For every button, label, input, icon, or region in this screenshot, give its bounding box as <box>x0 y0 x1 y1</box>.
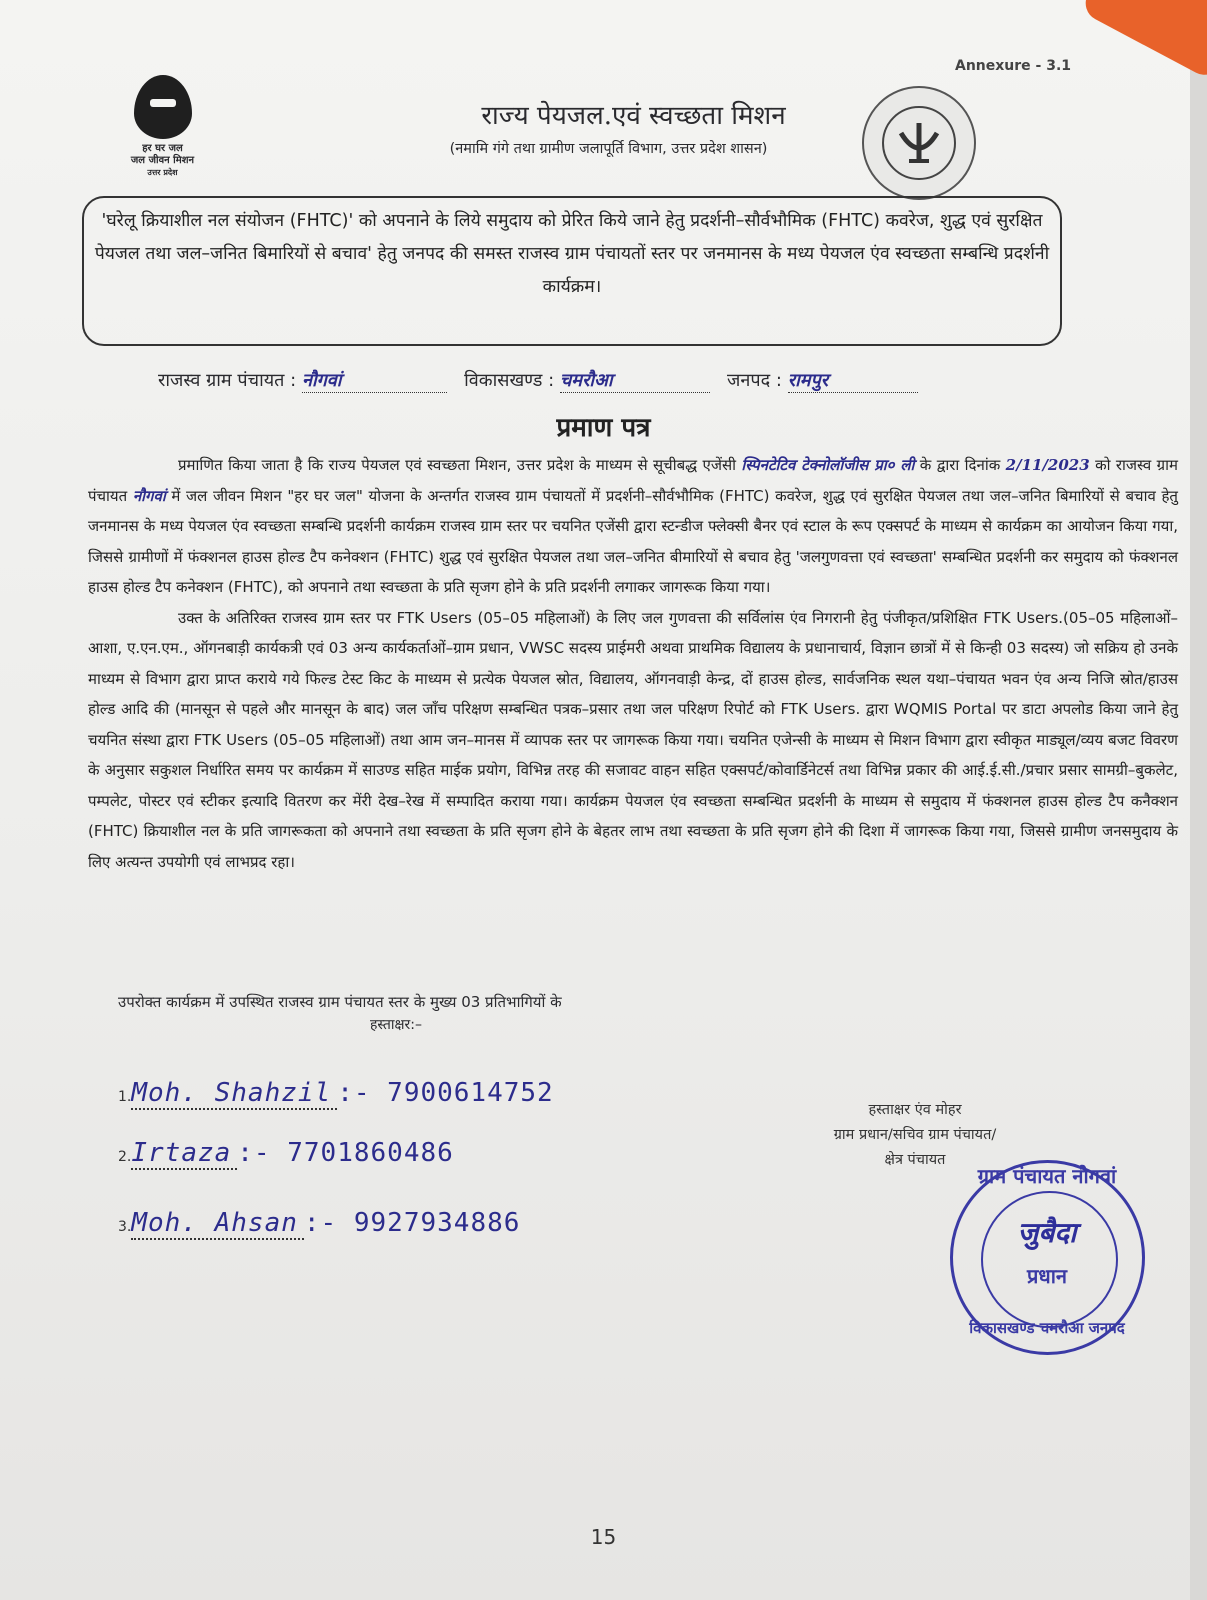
participant-phone: :- 9927934886 <box>303 1208 521 1238</box>
block-label: विकासखण्ड : <box>464 370 555 391</box>
participant-number: 3. <box>118 1219 132 1235</box>
state-emblem-icon <box>862 86 976 200</box>
authority-line-2: ग्राम प्रधान/सचिव ग्राम पंचायत/ <box>833 1127 997 1143</box>
logo-line-1: हर घर जल <box>142 143 183 154</box>
stamp-top-text: ग्राम पंचायत नौगवां <box>977 1164 1117 1188</box>
signature-label: हस्ताक्षर:– <box>370 1017 422 1033</box>
participant-number: 1. <box>118 1089 132 1105</box>
participant-name: Moh. Ahsan <box>131 1208 304 1240</box>
panchayat-value: नौगवां <box>301 370 342 391</box>
authority-line-1: हस्ताक्षर एंव मोहर <box>868 1102 962 1118</box>
body-p1-a: प्रमाणित किया जाता है कि राज्य पेयजल एवं स्वच्छता मिशन, उत्तर प्रदेश के माध्यम से सूचीबद्ध एजेंसी <box>178 456 737 474</box>
department-subtitle: (नमामि गंगे तथा ग्रामीण जलापूर्ति विभाग, उत्तर प्रदेश शासन) <box>449 141 768 157</box>
programme-description: 'घरेलू क्रियाशील नल संयोजन (FHTC)' को अपनाने के लिये समुदाय को प्रेरित किये जाने हेतु प्रदर्शनी–सौर्वभौमिक (FHTC) कवरेज, शुद्ध एवं सुरक्षित पेयजल तथा जल–जनित बिमारियों से बचाव' हेतु जनपद की समस्त राजस्व ग्राम पंचायतों स्तर पर जनमानस के मध्य पेयजल एंव स्वच्छता सम्बन्धि प्रदर्शनी कार्यक्रम। <box>94 211 1050 297</box>
participant-name: Irtaza <box>131 1138 237 1170</box>
participant-number: 2. <box>118 1149 132 1165</box>
stamp-role: प्रधान <box>1027 1264 1067 1288</box>
panchayat-label: राजस्व ग्राम पंचायत : <box>158 370 297 391</box>
mission-title: राज्य पेयजल.एवं स्वच्छता मिशन <box>481 101 786 131</box>
page-number: 15 <box>590 1525 617 1549</box>
certificate-body <box>88 450 1178 877</box>
participants-heading: उपरोक्त कार्यक्रम में उपस्थित राजस्व ग्राम पंचायत स्तर के मुख्य 03 प्रतिभागियों के <box>118 993 562 1011</box>
participant-phone: :- 7900614752 <box>337 1078 554 1108</box>
district-value: रामपुर <box>787 370 829 391</box>
logo-line-3: उत्तर प्रदेश <box>147 168 178 177</box>
participant-phone: :- 7701860486 <box>237 1138 454 1168</box>
participant-row <box>118 1138 454 1168</box>
agency-name: स्पिनटेटिव टेक्नोलॉजीस प्रा० ली <box>741 456 915 474</box>
participant-name: Moh. Shahzil <box>131 1078 337 1110</box>
logo-line-2: जल जीवन मिशन <box>130 155 195 166</box>
location-line <box>158 368 918 393</box>
authority-line-3: क्षेत्र पंचायत <box>884 1152 946 1168</box>
stamp-signature: जुबैदा <box>1017 1216 1077 1249</box>
block-value: चमरौआ <box>559 370 613 391</box>
body-p1-c: को राजस्व ग्राम पंचायत <box>88 456 1178 505</box>
body-p1-b: के द्वारा दिनांक <box>919 456 1001 474</box>
stamp-bottom-text: विकासखण्ड चमरौआ जनपद <box>969 1319 1125 1337</box>
event-date: 2/11/2023 <box>1005 456 1090 474</box>
body-village: नौगवां <box>132 486 166 505</box>
district-label: जनपद : <box>727 370 782 391</box>
certificate-title: प्रमाण पत्र <box>556 413 651 443</box>
participant-row <box>118 1208 520 1238</box>
participant-row <box>118 1078 554 1108</box>
annexure-label: Annexure - 3.1 <box>955 58 1072 74</box>
body-p2: उक्त के अतिरिक्त राजस्व ग्राम स्तर पर FTK Users (05–05 महिलाओं) के लिए जल गुणवत्ता की सर्विलांस एंव निगरानी हेतु पंजीकृत/प्रशिक्षित FTK Users.(05–05 महिलाओं–आशा, ए.एन.एम., ऑगनबाड़ी कार्यकत्री एवं 03 अन्य कार्यकर्ताओं–ग्राम प्रधान, VWSC सदस्य प्राईमरी अथवा प्राथमिक विद्यालय के प्रधानाचार्य, विज्ञान छात्रों में से किन्ही 03 सदस्य) जो सक्रिय हो उनके माध्यम से विभाग द्वारा प्राप्त कराये गये फिल्ड टेस्ट किट के माध्यम से प्रत्येक पेयजल स्रोत, विद्यालय, ऑगनवाड़ी केन्द्र, दों हाउस होल्ड, सार्वजनिक स्थल यथा–पंचायत भवन एंव अन्य निजि स्रोत/हाउस होल्ड आदि की (मानसून से पहले और मानसून के बाद) जल जाँच परिक्षण सम्बन्धित पत्रक–प्रसार तथा जल परिक्षण रिपोर्ट को FTK Users. द्वारा WQMIS Portal पर डाटा अपलोड किया जाने हेतु चयनित संस्था द्वारा FTK Users (05–05 महिलाओं) तथा आम जन–मानस में व्यापक स्तर पर जागरूक किया गया। चयनित एजेन्सी के माध्यम से मिशन विभाग द्वारा स्वीकृत माड्यूल/व्यय बजट विवरण के अनुसार सकुशल निर्धारित समय पर कार्यक्रम में साउण्ड सहित माईक प्रयोग, विभिन्न तरह की सजावट वाहन सहित एक्सपर्ट/कोवार्डिनेटर्स तथा विभिन्न प्रकार की आई.ई.सी./प्रचार प्रसार सामग्री–बुकलेट, पम्पलेट, पोस्टर एवं स्टीकर इत्यादि वितरण कर मेंरी देख–रेख में सम्पादित कराया गया। कार्यक्रम पेयजल एंव स्वच्छता सम्बन्धित प्रदर्शनी के माध्यम से समुदाय में फंक्शनल हाउस होल्ड टैप कनैक्शन (FHTC) क्रियाशील नल के प्रति जागरूकता को अपनाने तथा स्वच्छता के प्रति सृजग होने के बेहतर लाभ तथा स्वच्छता के प्रति सृजग होने की दिशा में जागरूक किया गया, जिससे ग्रामीण जनसमुदाय के लिए अत्यन्त उपयोगी एवं लाभप्रद रहा। <box>88 608 1178 871</box>
body-p1-d: में जल जीवन मिशन "हर घर जल" योजना के अन्तर्गत राजस्व ग्राम पंचायतों में प्रदर्शनी–सौर्वभौमिक (FHTC) कवरेज, शुद्ध एवं सुरक्षित पेयजल तथा जल–जनित बिमारियों से बचाव हेतु जनमानस के मध्य पेयजल एंव स्वच्छता सम्बन्धि प्रदर्शनी कार्यक्रम राजस्व ग्राम स्तर पर चयनित एजेंसी द्वारा स्टन्डीज फ्लेक्सी बैनर एवं स्टाल के रूप एक्सपर्ट के माध्यम से कार्यक्रम का आयोजन किया गया, जिससे ग्रामीणों में फंक्शनल हाउस होल्ड टैप कनेक्शन (FHTC) शुद्ध एवं सुरक्षित पेयजल तथा जल–जनित बीमारियों से बचाव हेतु 'जलगुणवत्ता एवं स्वच्छता' सम्बन्धित प्रदर्शनी कर समुदाय को फंक्शनल हाउस होल्ड टैप कनेक्शन (FHTC), को अपनाने तथा स्वच्छता के प्रति सृजग होने के प्रति प्रदर्शनी लगाकर जागरूक किया गया। <box>88 486 1178 596</box>
